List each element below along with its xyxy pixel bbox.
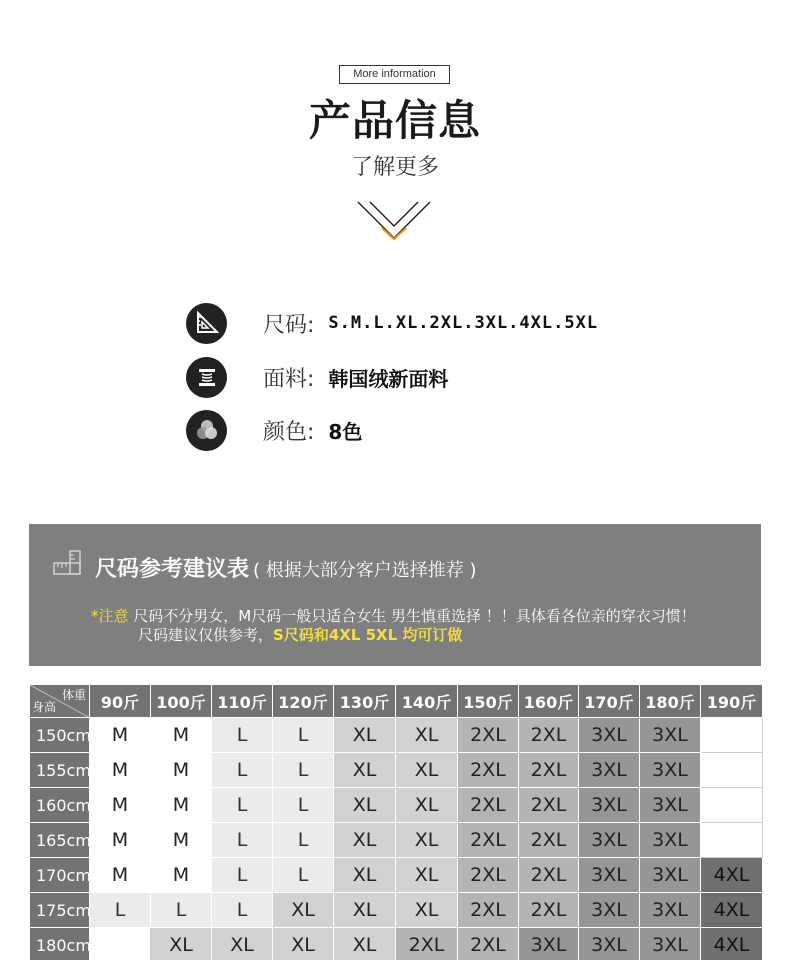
page-title: 产品信息 xyxy=(308,96,481,145)
info-row-size xyxy=(186,302,598,344)
note-text-2: 尺码建议仅供参考， xyxy=(138,626,274,644)
size-cell: XL xyxy=(396,893,458,928)
chevron-down-icon xyxy=(356,200,432,242)
size-cell: 2XL xyxy=(519,753,579,788)
note-prefix: *注意 xyxy=(91,607,129,625)
size-cell: L xyxy=(273,718,334,753)
size-cell: 3XL xyxy=(579,928,640,960)
size-cell: XL xyxy=(334,753,396,788)
page-subtitle: 了解更多 xyxy=(350,155,439,180)
note-text-1: 尺码不分男女，M尺码一般只适合女生 男生慎重选择 ！！具体看各位亲的穿衣习惯！ xyxy=(133,607,696,625)
fabric-label: 面料: xyxy=(263,366,315,392)
size-guide-banner xyxy=(29,524,761,666)
weight-header-cell: 170斤 xyxy=(579,685,640,718)
banner-title xyxy=(95,552,477,583)
size-cell: 2XL xyxy=(519,823,579,858)
size-label: 尺码: xyxy=(263,312,315,338)
table-row xyxy=(30,823,763,858)
size-cell: 3XL xyxy=(640,753,701,788)
note-highlight: S尺码和4XL 5XL 均可订做 xyxy=(273,626,463,644)
size-cell: L xyxy=(273,788,334,823)
size-cell: XL xyxy=(334,823,396,858)
weight-header-cell: 90斤 xyxy=(90,685,151,718)
size-cell: XL xyxy=(151,928,212,960)
size-cell: XL xyxy=(396,823,458,858)
weight-header-cell: 150斤 xyxy=(458,685,519,718)
size-cell: XL xyxy=(212,928,273,960)
size-cell xyxy=(701,788,763,823)
size-cell: XL xyxy=(273,928,334,960)
table-header-row xyxy=(30,685,763,718)
size-cell: XL xyxy=(273,893,334,928)
fabric-value: 韩国绒新面料 xyxy=(328,366,449,391)
size-cell: 3XL xyxy=(519,928,579,960)
size-cell: 2XL xyxy=(519,893,579,928)
size-cell: XL xyxy=(334,718,396,753)
size-cell: 2XL xyxy=(396,928,458,960)
size-cell: M xyxy=(90,753,151,788)
size-cell: 2XL xyxy=(519,788,579,823)
table-row xyxy=(30,718,763,753)
size-cell: L xyxy=(273,823,334,858)
weight-header-cell: 120斤 xyxy=(273,685,334,718)
fabric-layers-icon xyxy=(186,357,227,398)
size-cell: 2XL xyxy=(519,718,579,753)
weight-header-cell: 190斤 xyxy=(701,685,763,718)
size-cell: M xyxy=(151,718,212,753)
size-cell: M xyxy=(90,858,151,893)
weight-header-cell: 160斤 xyxy=(519,685,579,718)
size-cell: 3XL xyxy=(640,893,701,928)
size-chart-table xyxy=(29,684,763,960)
size-cell xyxy=(90,928,151,960)
size-cell: M xyxy=(151,753,212,788)
height-row-header: 175cm xyxy=(30,893,90,928)
size-cell: 2XL xyxy=(458,858,519,893)
weight-header-cell: 110斤 xyxy=(212,685,273,718)
color-label: 颜色: xyxy=(263,419,315,445)
table-row xyxy=(30,928,763,960)
corner-weight-label: 体重 xyxy=(61,688,86,702)
size-cell: 3XL xyxy=(640,858,701,893)
size-cell: 2XL xyxy=(519,858,579,893)
size-cell: 2XL xyxy=(458,718,519,753)
size-cell: M xyxy=(90,788,151,823)
size-cell: 3XL xyxy=(579,788,640,823)
table-corner-cell xyxy=(30,685,90,718)
weight-header-cell: 140斤 xyxy=(396,685,458,718)
ruler-triangle-icon xyxy=(186,303,227,344)
size-cell: 3XL xyxy=(640,788,701,823)
size-cell: 3XL xyxy=(640,718,701,753)
note-line-2 xyxy=(138,624,462,645)
size-cell: 2XL xyxy=(458,823,519,858)
size-cell xyxy=(701,753,763,788)
height-row-header: 155cm xyxy=(30,753,90,788)
table-row xyxy=(30,858,763,893)
note-line-1 xyxy=(91,605,696,626)
size-cell: XL xyxy=(334,858,396,893)
table-row xyxy=(30,893,763,928)
size-cell: 4XL xyxy=(701,858,763,893)
color-circles-icon xyxy=(186,410,227,451)
size-cell: L xyxy=(273,753,334,788)
size-cell: XL xyxy=(334,928,396,960)
size-cell: 2XL xyxy=(458,788,519,823)
table-row xyxy=(30,788,763,823)
size-cell: XL xyxy=(396,788,458,823)
height-row-header: 165cm xyxy=(30,823,90,858)
size-cell: 2XL xyxy=(458,928,519,960)
size-cell: XL xyxy=(396,858,458,893)
size-cell: 3XL xyxy=(579,893,640,928)
size-cell: L xyxy=(151,893,212,928)
height-row-header: 150cm xyxy=(30,718,90,753)
size-cell: 4XL xyxy=(701,928,763,960)
info-row-color xyxy=(186,409,362,451)
weight-header-cell: 130斤 xyxy=(334,685,396,718)
weight-header-cell: 180斤 xyxy=(640,685,701,718)
size-cell: XL xyxy=(396,753,458,788)
size-cell: M xyxy=(151,858,212,893)
size-cell: M xyxy=(151,823,212,858)
size-cell: M xyxy=(151,788,212,823)
height-row-header: 160cm xyxy=(30,788,90,823)
size-cell: 2XL xyxy=(458,893,519,928)
size-cell: L xyxy=(212,718,273,753)
size-cell: 3XL xyxy=(640,823,701,858)
size-cell: XL xyxy=(334,788,396,823)
size-cell xyxy=(701,718,763,753)
weight-header-cell: 100斤 xyxy=(151,685,212,718)
size-cell: L xyxy=(212,753,273,788)
size-cell: 3XL xyxy=(579,718,640,753)
size-cell: L xyxy=(273,858,334,893)
size-cell: 3XL xyxy=(640,928,701,960)
table-row xyxy=(30,753,763,788)
banner-title-text: 尺码参考建议表 xyxy=(95,557,250,582)
size-cell: 3XL xyxy=(579,858,640,893)
size-value: S.M.L.XL.2XL.3XL.4XL.5XL xyxy=(328,313,599,333)
size-cell: M xyxy=(90,823,151,858)
size-cell: L xyxy=(212,788,273,823)
height-row-header: 170cm xyxy=(30,858,90,893)
corner-height-label: 身高 xyxy=(32,700,57,714)
size-cell: XL xyxy=(396,718,458,753)
size-cell: L xyxy=(212,823,273,858)
size-cell: 4XL xyxy=(701,893,763,928)
size-cell: 3XL xyxy=(579,823,640,858)
more-info-tag: More information xyxy=(339,65,450,84)
height-row-header: 180cm xyxy=(30,928,90,960)
info-row-fabric xyxy=(186,356,448,398)
size-cell xyxy=(701,823,763,858)
size-cell: L xyxy=(90,893,151,928)
banner-subtitle: ( 根据大部分客户选择推荐 ) xyxy=(253,560,477,581)
size-cell: XL xyxy=(334,893,396,928)
color-value: 8色 xyxy=(328,419,363,444)
size-cell: L xyxy=(212,893,273,928)
size-cell: 2XL xyxy=(458,753,519,788)
size-cell: 3XL xyxy=(579,753,640,788)
size-cell: M xyxy=(90,718,151,753)
size-cell: L xyxy=(212,858,273,893)
ruler-icon xyxy=(53,549,81,577)
